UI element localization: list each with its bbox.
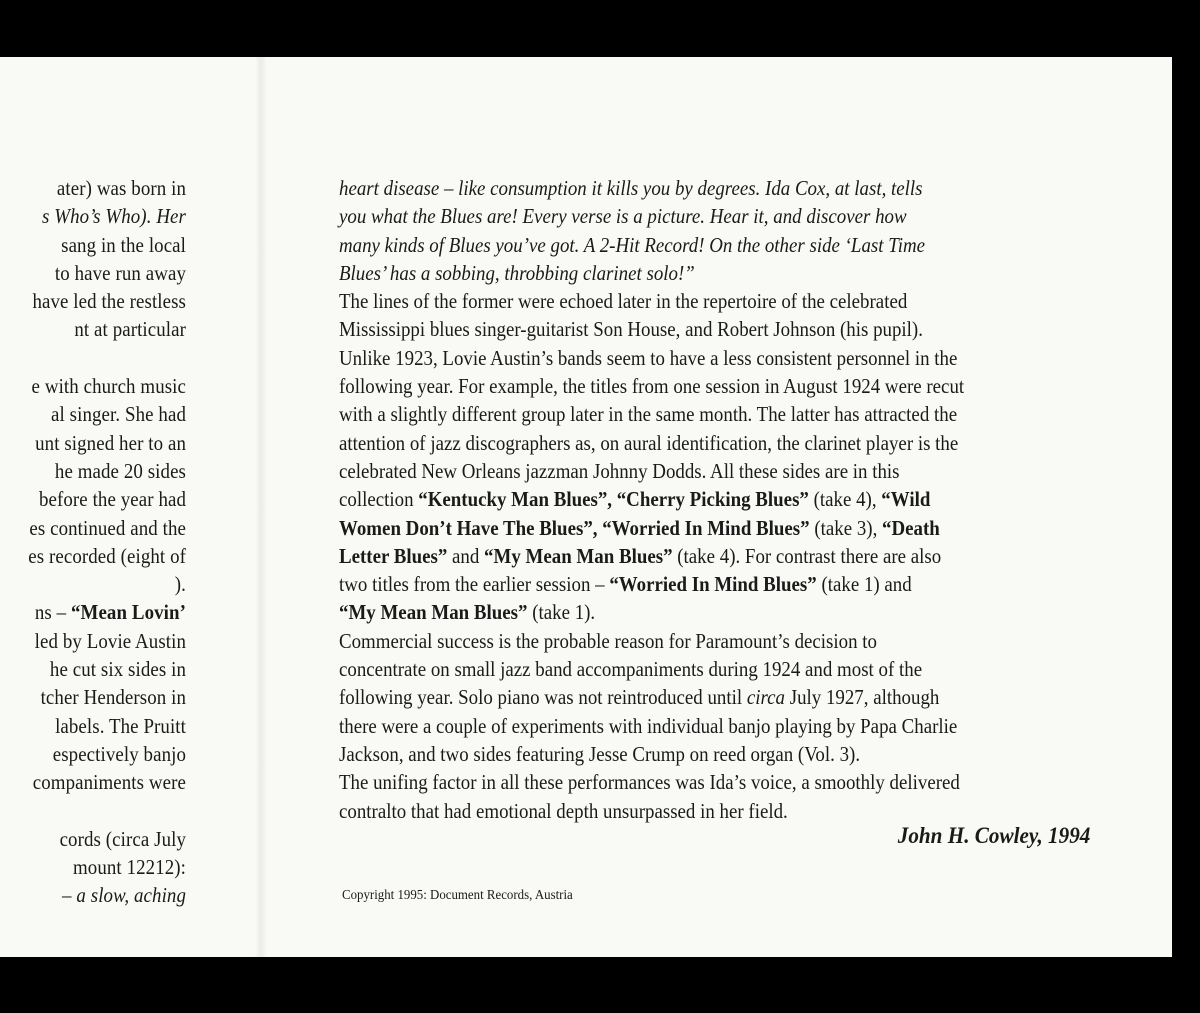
left-text-column — [0, 174, 186, 910]
left-line: nt at particular — [74, 317, 186, 342]
text-run: (take 1). — [527, 600, 596, 625]
left-page — [0, 57, 261, 957]
song-title: Women Don’t Have The Blues”, “Worried In Mind Blues” — [339, 515, 810, 540]
left-line: es recorded (eight of — [28, 543, 186, 568]
left-line: espectively banjo — [52, 741, 186, 766]
left-line: companiments were — [32, 770, 186, 795]
body-line: concentrate on small jazz band accompaniments during 1924 and most of the — [339, 657, 923, 682]
body-line — [339, 598, 1077, 626]
quote-line: you what the Blues are! Every verse is a picture. Hear it, and discover how — [339, 204, 907, 229]
left-paragraph-gap — [0, 344, 186, 372]
song-title: “Kentucky Man Blues”, “Cherry Picking Blues” — [418, 487, 809, 512]
left-line: – a slow, aching — [62, 883, 186, 908]
body-line: Unlike 1923, Lovie Austin’s bands seem to have a less consistent personnel in the — [339, 345, 958, 370]
body-line: contralto that had emotional depth unsurpassed in her field. — [339, 798, 788, 823]
text-run: (take 3), — [809, 515, 883, 540]
left-line: have led the restless — [32, 289, 186, 314]
text-run: July 1927, although — [784, 685, 940, 710]
body-line: Jackson, and two sides featuring Jesse Crump on reed organ (Vol. 3). — [339, 741, 861, 766]
body-line — [339, 514, 1077, 542]
body-line: The unifing factor in all these performances was Ida’s voice, a smoothly delivered — [339, 770, 960, 795]
text-run: (take 4). For contrast there are also — [672, 543, 942, 568]
left-line: sang in the local — [61, 232, 186, 257]
body-line — [339, 683, 1077, 711]
left-line: led by Lovie Austin — [34, 628, 186, 653]
body-line — [339, 542, 1077, 570]
song-title: “Mean Lovin’ — [70, 600, 186, 625]
song-title: “Worried In Mind Blues” — [609, 572, 817, 597]
song-title: “My Mean Man Blues” — [484, 543, 673, 568]
left-line: unt signed her to an — [35, 430, 186, 455]
song-title: Letter Blues” — [339, 543, 448, 568]
left-line: cords (circa July — [59, 826, 186, 851]
left-line: e with church music — [31, 374, 186, 399]
left-line: labels. The Pruitt — [55, 713, 186, 738]
song-title: “Wild — [881, 487, 931, 512]
page-fold — [255, 57, 267, 957]
song-title: “My Mean Man Blues” — [339, 600, 528, 625]
text-run: two titles from the earlier session – — [339, 572, 610, 597]
body-line: Mississippi blues singer-guitarist Son House, and Robert Johnson (his pupil). — [339, 317, 923, 342]
left-line: before the year had — [38, 487, 186, 512]
text-run-italic: circa — [746, 685, 785, 710]
text-run: collection — [339, 487, 419, 512]
quote-line: Blues’ has a sobbing, throbbing clarinet solo!” — [339, 260, 695, 285]
body-line: The lines of the former were echoed later in the repertoire of the celebrated — [339, 289, 908, 314]
body-line: there were a couple of experiments with individual banjo playing by Papa Charlie — [339, 713, 958, 738]
left-line: ns – “Mean Lovin’ — [34, 600, 186, 625]
left-line: es continued and the — [29, 515, 186, 540]
quote-line: heart disease – like consumption it kills you by degrees. Ida Cox, at last, tells — [339, 176, 923, 200]
body-line — [339, 485, 1077, 513]
left-line: al singer. She had — [51, 402, 186, 427]
left-line: mount 12212): — [73, 855, 186, 880]
text-run: and — [447, 543, 485, 568]
text-run: (take 1) and — [816, 572, 912, 597]
body-line: with a slightly different group later in the same month. The latter has attracted the — [339, 402, 958, 427]
left-line: ater) was born in — [56, 176, 186, 200]
left-line-ital: s Who’s Who). Her — [42, 204, 186, 229]
body-line: following year. For example, the titles from one session in August 1924 were recut — [339, 374, 965, 399]
copyright-notice: Copyright 1995: Document Records, Austria — [342, 888, 573, 903]
body-line: Commercial success is the probable reason for Paramount’s decision to — [339, 628, 877, 653]
quote-line: many kinds of Blues you’ve got. A 2-Hit Record! On the other side ‘Last Time — [339, 232, 925, 257]
body-line: attention of jazz discographers as, on aural identification, the clarinet player is the — [339, 430, 959, 455]
left-line: tcher Henderson in — [40, 685, 186, 710]
left-line: he made 20 sides — [54, 458, 186, 483]
left-paragraph-gap — [0, 797, 186, 825]
author-signature: John H. Cowley, 1994 — [897, 823, 1090, 848]
left-line: he cut six sides in — [49, 657, 186, 682]
body-line: celebrated New Orleans jazzman Johnny Dodds. All these sides are in this — [339, 458, 900, 483]
text-run: following year. Solo piano was not reintroduced until — [339, 685, 747, 710]
left-line: to have run away — [54, 260, 186, 285]
left-line — [0, 202, 186, 230]
text-run: (take 4), — [808, 487, 882, 512]
song-title: “Death — [882, 515, 940, 540]
body-line — [339, 570, 1077, 598]
right-text-column — [339, 174, 1077, 825]
right-page — [261, 57, 1172, 957]
left-line: ). — [174, 572, 186, 597]
